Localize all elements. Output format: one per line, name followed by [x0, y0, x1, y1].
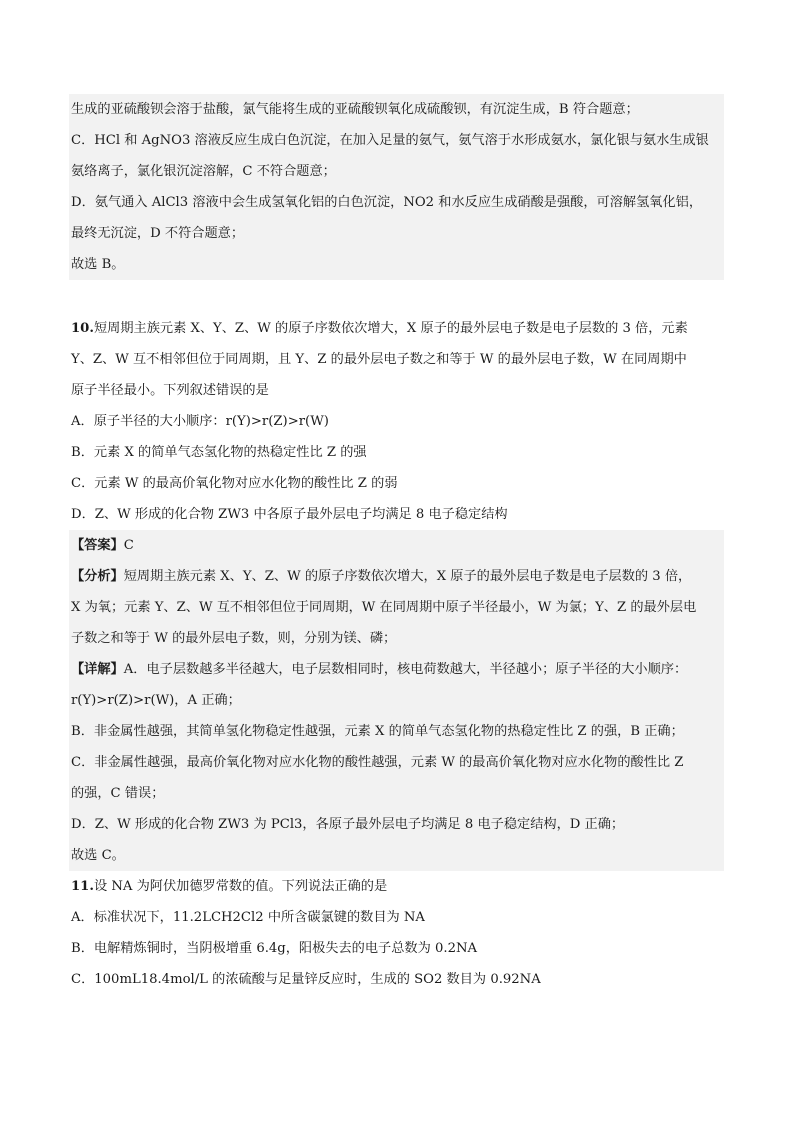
analysis-line: 故选 B。 — [71, 257, 125, 272]
question-10 — [69, 313, 724, 871]
detail-label: 【详解】 — [71, 662, 124, 677]
analysis-line: C．HCl 和 AgNO3 溶液反应生成白色沉淀，在加入足量的氨气，氨气溶于水形成氨水，氯化银与氨水生成银 — [71, 133, 709, 148]
document-page — [69, 94, 724, 995]
analysis-line: 【分析】短周期主族元素 X、Y、Z、W 的原子序数依次增大，X 原子的最外层电子数是电子层数的 3 倍， — [71, 569, 692, 584]
option-b: B．元素 X 的简单气态氢化物的热稳定性比 Z 的强 — [71, 445, 367, 460]
option-c: C．100mL18.4mol/L 的浓硫酸与足量锌反应时，生成的 SO2 数目为 0.92NA — [71, 972, 541, 987]
detail-line: B．非金属性越强，其简单氢化物稳定性越强，元素 X 的简单气态氢化物的热稳定性比 Z 的强，B 正确； — [71, 724, 684, 739]
analysis-line: X 为氧；元素 Y、Z、W 互不相邻但位于同周期，W 在同周期中原子半径最小，W 为氯；Y、Z 的最外层电 — [71, 600, 697, 615]
question-stem-line: 原子半径最小。下列叙述错误的是 — [71, 383, 269, 398]
detail-line: D．Z、W 形成的化合物 ZW3 为 PCl3，各原子最外层电子均满足 8 电子稳定结构，D 正确； — [71, 817, 625, 832]
question-number: 10. — [71, 321, 94, 336]
detail-line: r(Y)>r(Z)>r(W)，A 正确； — [71, 693, 241, 708]
question-11 — [69, 871, 724, 995]
question-10-solution — [69, 530, 724, 871]
answer-label: 【答案】 — [71, 538, 124, 553]
analysis-line: D．氨气通入 AlCl3 溶液中会生成氢氧化铝的白色沉淀，NO2 和水反应生成硝酸是强酸，可溶解氢氧化铝， — [71, 195, 703, 210]
option-a: A．原子半径的大小顺序：r(Y)>r(Z)>r(W) — [71, 414, 329, 429]
analysis-line: 生成的亚硫酸钡会溶于盐酸，氯气能将生成的亚硫酸钡氧化成硫酸钡，有沉淀生成，B 符合题意； — [71, 102, 639, 117]
analysis-label: 【分析】 — [71, 569, 124, 584]
question-stem-line: 10.短周期主族元素 X、Y、Z、W 的原子序数依次增大，X 原子的最外层电子数是电子层数的 3 倍，元素 — [71, 321, 688, 336]
option-a: A．标准状况下，11.2LCH2Cl2 中所含碳氯键的数目为 NA — [71, 910, 425, 925]
previous-question-analysis — [69, 94, 724, 280]
question-stem-line: Y、Z、W 互不相邻但位于同周期，且 Y、Z 的最外层电子数之和等于 W 的最外层电子数，W 在同周期中 — [71, 352, 687, 367]
detail-line: C．非金属性越强，最高价氧化物对应水化物的酸性越强，元素 W 的最高价氧化物对应水化物的酸性比 Z — [71, 755, 684, 770]
detail-line: 【详解】A．电子层数越多半径越大，电子层数相同时，核电荷数越大，半径越小；原子半径的大小顺序： — [71, 662, 688, 677]
detail-line: 的强，C 错误； — [71, 786, 165, 801]
answer-line — [69, 530, 724, 561]
option-c: C．元素 W 的最高价氧化物对应水化物的酸性比 Z 的弱 — [71, 476, 398, 491]
answer-value: C — [123, 538, 134, 553]
detail-line: 故选 C。 — [71, 848, 125, 863]
question-stem-line: 11.设 NA 为阿伏加德罗常数的值。下列说法正确的是 — [71, 879, 388, 894]
analysis-line: 子数之和等于 W 的最外层电子数，则，分别为镁、磷； — [71, 631, 397, 646]
question-number: 11. — [71, 879, 94, 894]
analysis-line: 氨络离子，氯化银沉淀溶解，C 不符合题意； — [71, 164, 336, 179]
option-b: B．电解精炼铜时，当阴极增重 6.4g，阳极失去的电子总数为 0.2NA — [71, 941, 478, 956]
option-d: D．Z、W 形成的化合物 ZW3 中各原子最外层电子均满足 8 电子稳定结构 — [71, 507, 508, 522]
analysis-line: 最终无沉淀，D 不符合题意； — [71, 226, 245, 241]
